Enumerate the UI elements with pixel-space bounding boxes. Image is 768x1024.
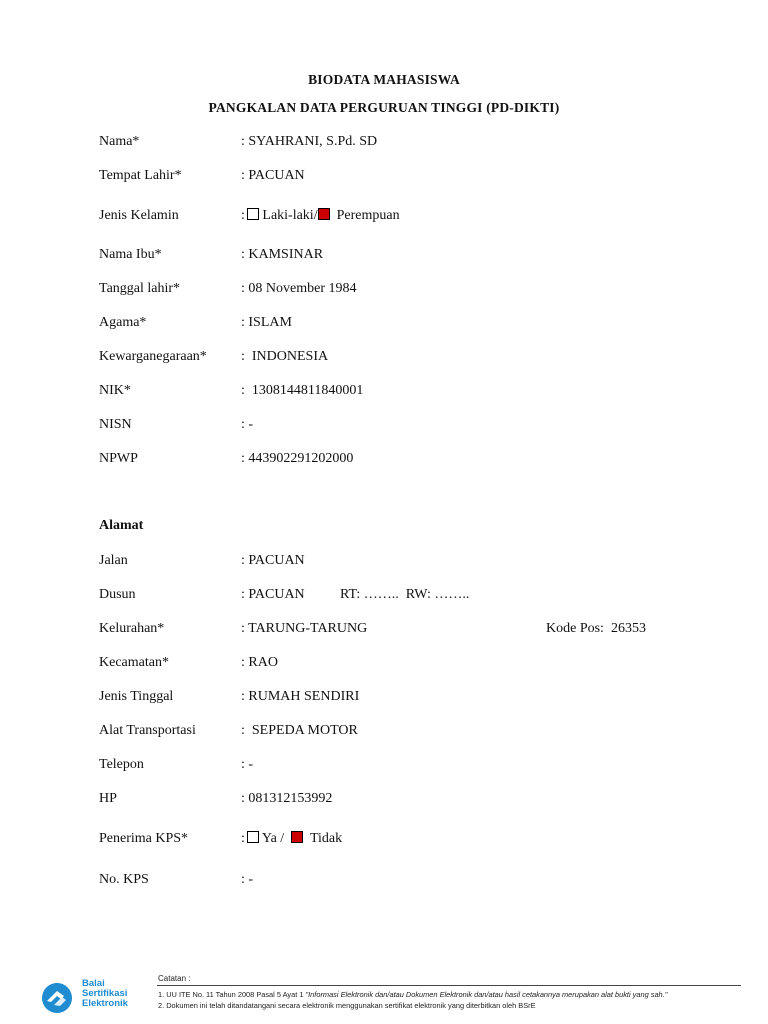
catatan-divider [157,985,741,986]
bsre-text-line3: Elektronik [82,998,128,1009]
telepon-label: Telepon [99,757,144,772]
kecamatan-label: Kecamatan* [99,655,169,670]
tempat-lahir-label: Tempat Lahir* [99,168,182,183]
perempuan-label: Perempuan [336,208,400,223]
footer-note-1-prefix: 1. UU ITE No. 11 Tahun 2008 Pasal 5 Ayat 1 [158,990,306,999]
nama-label: Nama* [99,134,140,149]
jenis-kelamin-colon: : [241,208,245,223]
no-kps-label: No. KPS [99,872,149,887]
perempuan-checkbox [318,208,330,220]
document-subtitle: PANGKALAN DATA PERGURUAN TINGGI (PD-DIKTI) [208,100,560,115]
kecamatan-value: : RAO [241,655,278,670]
footer-note-2: 2. Dokumen ini telah ditandatangani secara elektronik menggunakan sertifikat elektronik yang diterbitkan oleh BSrE [158,1001,536,1010]
nama-value: : SYAHRANI, S.Pd. SD [241,134,378,149]
jenis-kelamin-label: Jenis Kelamin [99,208,179,223]
kelurahan-label: Kelurahan* [99,621,165,636]
alat-transportasi-label: Alat Transportasi [99,723,196,738]
telepon-value: : - [241,757,254,772]
footer-note-1 [158,990,667,999]
tidak-label: Tidak [309,831,343,846]
footer-note-1-quote: "Informasi Elektronik dan/atau Dokumen Elektronik dan/atau hasil cetakannya merupakan alat bukti yang sah." [305,990,668,999]
kode-pos-value: Kode Pos: 26353 [546,621,646,636]
document-title: BIODATA MAHASISWA [308,72,460,87]
bsre-text-line2: Sertifikasi [82,988,128,999]
kewarganegaraan-label: Kewarganegaraan* [99,349,207,364]
agama-label: Agama* [99,315,147,330]
nisn-label: NISN [99,417,132,432]
ya-label: Ya / [261,831,285,846]
laki-laki-label: Laki-laki/ [262,208,318,223]
penerima-kps-colon: : [241,831,245,846]
nama-ibu-label: Nama Ibu* [99,247,162,262]
tanggal-lahir-value: : 08 November 1984 [241,281,357,296]
ya-checkbox [247,831,259,843]
nik-value: : 1308144811840001 [241,383,364,398]
bsre-logo-icon [40,980,80,1016]
nisn-value: : - [241,417,254,432]
penerima-kps-label: Penerima KPS* [99,831,189,846]
npwp-value: : 443902291202000 [241,451,354,466]
bsre-logo-text [82,979,128,1009]
hp-value: : 081312153992 [241,791,333,806]
npwp-label: NPWP [99,451,138,466]
alamat-heading: Alamat [99,518,144,533]
hp-label: HP [99,791,117,806]
dusun-value: : PACUAN [241,587,305,602]
no-kps-value: : - [241,872,254,887]
kewarganegaraan-value: : INDONESIA [241,349,329,364]
jenis-kelamin-value [241,208,400,224]
jenis-tinggal-label: Jenis Tinggal [99,689,174,704]
agama-value: : ISLAM [241,315,292,330]
jalan-label: Jalan [99,553,128,568]
jalan-value: : PACUAN [241,553,305,568]
laki-laki-checkbox [247,208,259,220]
kelurahan-value: : TARUNG-TARUNG [241,621,368,636]
jenis-tinggal-value: : RUMAH SENDIRI [241,689,360,704]
rt-rw-value: RT: …….. RW: …….. [340,587,470,602]
nik-label: NIK* [99,383,131,398]
bsre-text-line1: Balai [82,978,105,989]
tanggal-lahir-label: Tanggal lahir* [99,281,181,296]
alat-transportasi-value: : SEPEDA MOTOR [241,723,358,738]
tempat-lahir-value: : PACUAN [241,168,305,183]
nama-ibu-value: : KAMSINAR [241,247,324,262]
tidak-checkbox [291,831,303,843]
catatan-label: Catatan : [158,974,191,983]
dusun-label: Dusun [99,587,136,602]
penerima-kps-value [241,831,342,847]
